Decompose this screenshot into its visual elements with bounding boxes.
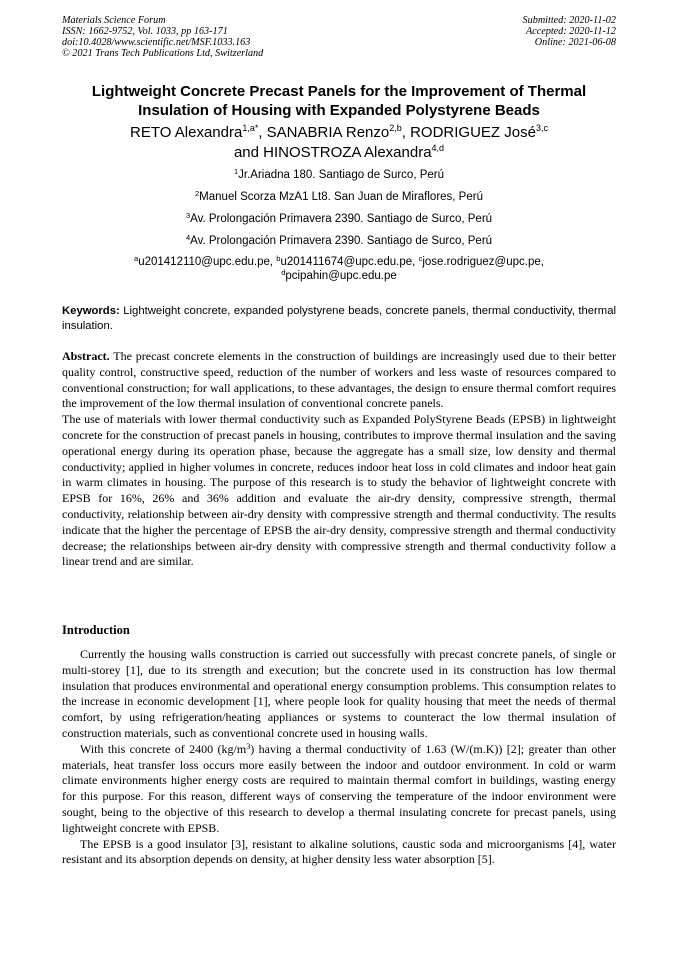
- body-text: ) having a thermal conductivity of 1.63 (W/(m.K)) [2]; greater than other materials, heat transfer loss occurs more easily between the indoor and outdoor environment. In cold or warm climate environments higher energy costs are required to maintain thermal comfort in buildings, wasting energy for this purpose. For this reason, different ways of conserving the temperature of the indoor environment were sought, being to the objective of this research to develop a thermal insulating concrete for precast panels, using lightweight concrete with EPSB.: [62, 741, 616, 835]
- email-address[interactable]: jose.rodriguez@upc.pe,: [422, 256, 544, 268]
- affiliation-text: Manuel Scorza MzA1 Lt8. San Juan de Miraflores, Perú: [199, 191, 483, 203]
- author-conjunction: and: [233, 144, 264, 161]
- journal-header: [62, 15, 263, 59]
- affiliation-text: Av. Prolongación Primavera 2390. Santiago de Surco, Perú: [190, 213, 493, 225]
- author-superscript: 4,d: [431, 143, 445, 153]
- body-text: With this concrete of 2400 (kg/m: [80, 741, 247, 756]
- author-superscript: 1,a*: [242, 123, 259, 133]
- email-address[interactable]: u201412110@upc.edu.pe,: [138, 256, 277, 268]
- author-separator: ,: [258, 124, 267, 141]
- email-superscript: b: [276, 254, 281, 263]
- affiliation-list: [62, 164, 616, 283]
- journal-issn: ISSN: 1662-9752, Vol. 1033, pp 163-171: [62, 26, 228, 37]
- author-superscript: 3,c: [535, 123, 548, 133]
- abstract-paragraph: The use of materials with lower thermal conductivity such as Expanded PolyStyrene Beads (EPSB) in lightweight concrete for the construction of precast panels in housing, contributes to improve thermal insulation and the saving operational energy during its operation phase, because the aggregate has a small size, low density and thermal conductivity; applied in higher volumes in concrete, reduces indoor heat loss in cold climates and indoor heat gain in warm climates in housing. The purpose of this research is to study the behavior of lightweight concrete with EPSB for 16%, 26% and 36% addition and evaluate the air-dry density, compressive strength, thermal conductivity, relationship between air-dry density with compressive strength and thermal conductivity. The results indicate that the higher the percentage of EPSB the air-dry density, compressive strength and thermal conductivity decrease; the relationships between air-dry density with compressive strength and thermal conductivity follow a linear trend and are similar.: [62, 412, 616, 569]
- author-name: RODRIGUEZ José: [410, 124, 536, 141]
- body-paragraph: Currently the housing walls construction is carried out successfully with precast concrete panels, of single or multi-storey [1], due to its strength and execution; but the concrete used in its construction has low thermal insulation that produces environmental and operational energy consumption problems. This consumption relates to the increase in economic development [1], where people look for quality housing that meet the needs of thermal comfort, by using refrigeration/heating appliances or systems to counteract the low thermal insulation of construction materials, such as conventional concrete used in housing walls.: [62, 647, 616, 740]
- author-name: SANABRIA Renzo: [266, 124, 390, 141]
- author-list: [62, 123, 616, 163]
- affiliation-text: Av. Prolongación Primavera 2390. Santiago de Surco, Perú: [190, 235, 493, 247]
- email-list: [62, 255, 616, 283]
- affiliation: [62, 208, 616, 230]
- journal-name: Materials Science Forum: [62, 15, 166, 26]
- keywords-label: Keywords:: [62, 305, 120, 317]
- body-paragraph: [62, 742, 616, 837]
- keywords-text: Lightweight concrete, expanded polystyrene beads, concrete panels, thermal conductivity, thermal insulation.: [62, 305, 616, 332]
- affiliation-number: 2: [195, 189, 200, 198]
- introduction-section: [62, 647, 616, 868]
- paper-title: Lightweight Concrete Precast Panels for the Improvement of Thermal Insulation of Housing with Expanded Polystyrene Beads: [91, 83, 587, 119]
- email-superscript: d: [281, 268, 286, 277]
- abstract-label: Abstract.: [62, 349, 110, 363]
- affiliation: [62, 186, 616, 208]
- affiliation: [62, 164, 616, 186]
- accepted-date: Accepted: 2020-11-12: [525, 26, 616, 37]
- affiliation-number: 3: [185, 211, 191, 220]
- author-name: HINOSTROZA Alexandra: [263, 144, 432, 161]
- online-date: Online: 2021-06-08: [534, 37, 616, 48]
- abstract-paragraph: [62, 349, 616, 412]
- author-separator: ,: [401, 124, 411, 141]
- email-superscript: c: [418, 254, 423, 263]
- affiliation: [62, 230, 616, 252]
- email-address[interactable]: pcipahin@upc.edu.pe: [285, 270, 397, 282]
- email-address[interactable]: u201411674@upc.edu.pe,: [280, 256, 419, 268]
- submitted-date: Submitted: 2020-11-02: [522, 15, 616, 26]
- author-superscript: 2,b: [389, 123, 402, 133]
- abstract-section: [62, 349, 616, 570]
- affiliation-number: 1: [233, 167, 239, 176]
- affiliation-number: 4: [185, 233, 191, 242]
- keywords-section: [62, 304, 616, 333]
- body-paragraph: The EPSB is a good insulator [3], resistant to alkaline solutions, caustic soda and microorganisms [4], water resistant and its absorption depends on density, at higher density less water absorption [5].: [62, 836, 616, 867]
- journal-doi: doi:10.4028/www.scientific.net/MSF.1033.163: [62, 37, 251, 48]
- affiliation-text: Jr.Ariadna 180. Santiago de Surco, Perú: [238, 169, 445, 181]
- dates-header: [523, 15, 616, 48]
- section-heading: Introduction: [62, 623, 130, 637]
- abstract-text: The precast concrete elements in the construction of buildings are increasingly used due to their better quality control, constructive speed, reduction of the number of workers and less waste of resources compared to conventional construction; for wall applications, to these advantages, the design to ensure thermal comfort requires the improvement of the low thermal insulation of conventional concrete panels.: [62, 349, 616, 411]
- email-superscript: a: [134, 254, 139, 263]
- author-name: RETO Alexandra: [130, 124, 243, 141]
- journal-copyright: © 2021 Trans Tech Publications Ltd, Switzerland: [62, 48, 264, 59]
- unit-superscript: 3: [246, 741, 251, 751]
